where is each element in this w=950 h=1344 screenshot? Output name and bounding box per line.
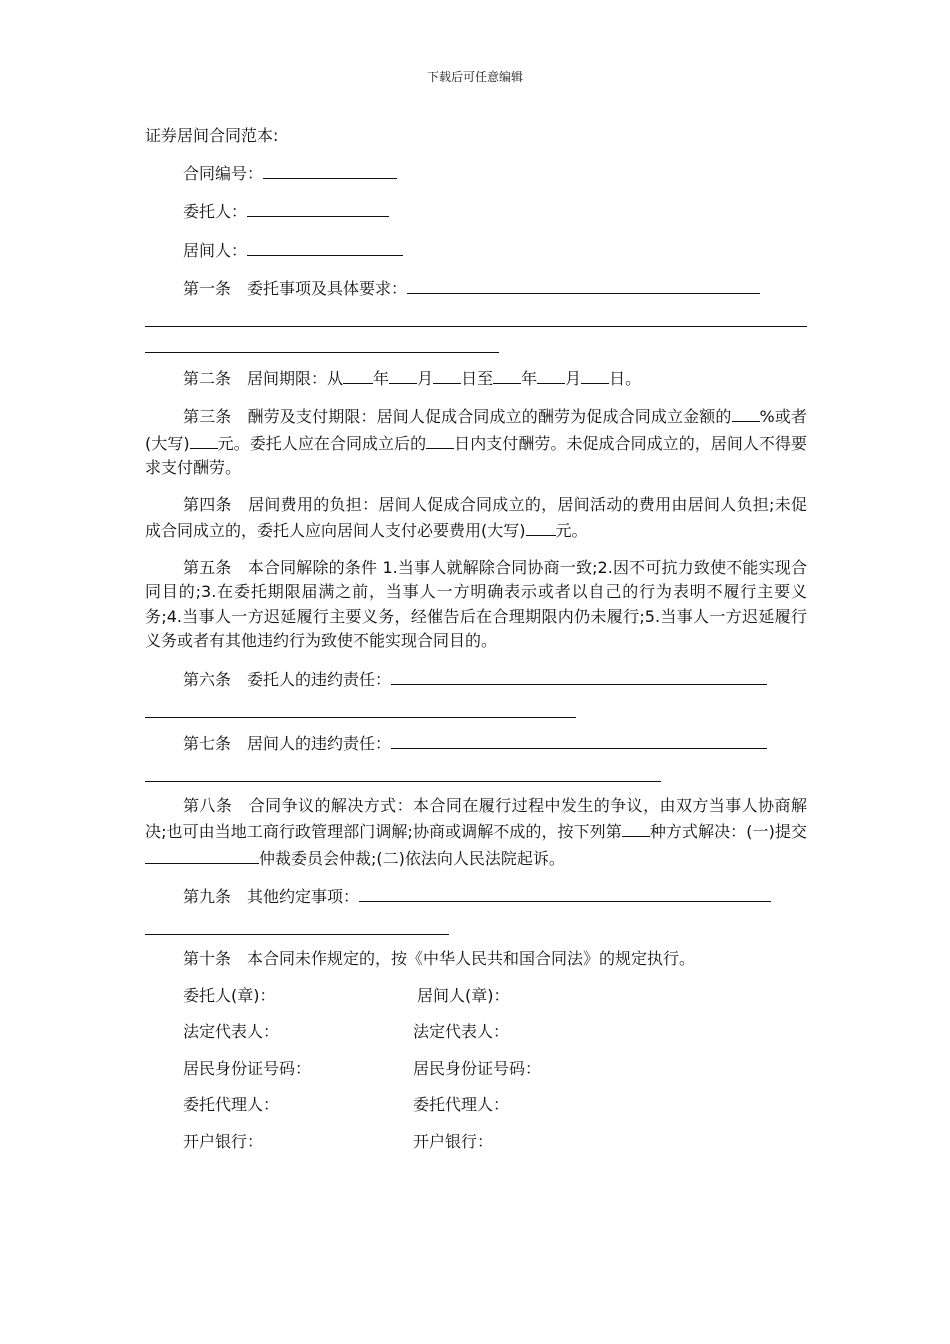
article-6 <box>145 666 807 718</box>
percent-blank[interactable] <box>732 403 760 422</box>
article-8-text-2: 种方式解决：(一)提交 <box>649 822 807 841</box>
article-2-pre: 居间期限：从 <box>247 368 344 388</box>
article-1-label: 第一条 <box>183 279 232 298</box>
article-1-line <box>145 275 807 302</box>
start-month-blank[interactable] <box>389 365 417 384</box>
days-blank[interactable] <box>426 430 454 449</box>
client-seal-label: 委托人(章)： <box>183 985 276 1005</box>
client-line <box>145 198 807 225</box>
signature-row-2 <box>145 1020 807 1045</box>
broker-id-label: 居民身份证号码： <box>413 1058 542 1078</box>
article-6-blank[interactable] <box>391 666 767 685</box>
article-1-blank-line-2[interactable] <box>145 302 807 328</box>
article-9-line <box>145 883 807 910</box>
client-agent-label: 委托代理人： <box>183 1095 280 1114</box>
article-9-text: 其他约定事项： <box>247 887 360 906</box>
amount-blank[interactable] <box>190 430 218 449</box>
client-id-label: 居民身份证号码： <box>183 1058 312 1078</box>
signature-row-1 <box>145 984 807 1009</box>
broker-blank[interactable] <box>247 237 403 256</box>
client-label: 委托人： <box>183 202 248 221</box>
article-10-text: 本合同未作规定的，按《中华人民共和国合同法》的规定执行。 <box>247 949 696 968</box>
article-7-label: 第七条 <box>183 733 232 753</box>
article-5 <box>145 556 807 654</box>
contract-no-label: 合同编号： <box>183 163 264 183</box>
broker-legal-rep-label: 法定代表人： <box>413 1022 510 1041</box>
article-6-blank-line-2[interactable] <box>145 692 576 718</box>
article-8-label: 第八条 <box>183 795 233 815</box>
broker-label: 居间人： <box>183 240 248 260</box>
article-6-text: 委托人的违约责任： <box>247 669 392 689</box>
contract-body <box>145 124 807 1166</box>
article-4-text-2: 元。 <box>555 521 588 540</box>
article-7-blank-line-2[interactable] <box>145 756 661 782</box>
end-year-blank[interactable] <box>493 365 521 384</box>
end-month-blank[interactable] <box>537 365 565 384</box>
month-label: 月 <box>417 368 434 388</box>
doc-title: 证券居间合同范本: <box>145 126 279 145</box>
article-8-text-1: 合同争议的解决方式：本合同在履行过程中发生的争议，由双方当事人协商解决;也可由当地工商行政管理部门调解;协商或调解不成的，按下列第 <box>145 795 807 841</box>
article-9-blank[interactable] <box>359 883 771 902</box>
month2-label: 月 <box>565 368 582 388</box>
broker-seal-label: 居间人(章)： <box>417 985 510 1005</box>
article-9 <box>145 883 807 935</box>
article-4 <box>145 493 807 544</box>
year-label: 年 <box>373 368 390 388</box>
article-7-blank[interactable] <box>391 730 767 749</box>
article-10-label: 第十条 <box>183 949 232 968</box>
signature-row-5 <box>145 1130 807 1155</box>
signature-row-4 <box>145 1093 807 1118</box>
day-to-label: 日至 <box>461 368 494 388</box>
article-3 <box>145 403 807 481</box>
year2-label: 年 <box>521 368 538 388</box>
article-1-blank-line-3[interactable] <box>145 327 499 353</box>
article-1-blank[interactable] <box>407 275 760 294</box>
article-3-text-1: 酬劳及支付期限：居间人促成合同成立的酬劳为促成合同成立金额的 <box>247 407 732 426</box>
article-2 <box>145 365 807 392</box>
client-legal-rep-label: 法定代表人： <box>183 1022 280 1041</box>
broker-line <box>145 237 807 264</box>
article-9-blank-line-2[interactable] <box>145 910 449 936</box>
article-7-line <box>145 730 807 757</box>
article-6-line <box>145 666 807 693</box>
arbitration-blank[interactable] <box>145 845 259 864</box>
article-5-label: 第五条 <box>183 557 232 577</box>
signature-row-3 <box>145 1057 807 1082</box>
contract-no-line <box>145 160 807 187</box>
header-note: 下载后可任意编辑 <box>426 70 523 84</box>
end-day-blank[interactable] <box>581 365 609 384</box>
article-3-text-4: 日内支付酬劳。未促成合同成立的，居间人不得要求支付酬劳。 <box>145 433 807 477</box>
broker-agent-label: 委托代理人： <box>413 1095 510 1114</box>
broker-bank-label: 开户银行： <box>413 1131 494 1151</box>
article-6-label: 第六条 <box>183 669 232 689</box>
article-7-text: 居间人的违约责任： <box>247 733 392 753</box>
expense-blank[interactable] <box>526 517 556 536</box>
contract-no-blank[interactable] <box>263 160 397 179</box>
client-blank[interactable] <box>247 198 389 217</box>
day-end-label: 日。 <box>609 368 642 388</box>
article-3-text-2: %或者(大写) <box>145 407 807 453</box>
article-5-text: 本合同解除的条件 1.当事人就解除合同协商一致;2.因不可抗力致使不能实现合同目的;3.在委托期限届满之前，当事人一方明确表示或者以自己的行为表明不履行主要义务;4.当事人一方迟延履行主要义务，经催告后在合理期限内仍未履行;5.当事人一方迟延履行义务或者有其他违约行为致使不能实现合同目的。 <box>145 557 807 650</box>
article-8 <box>145 794 807 872</box>
article-9-label: 第九条 <box>183 887 232 906</box>
article-3-text-3: 元。委托人应在合同成立后的 <box>217 433 427 453</box>
start-day-blank[interactable] <box>433 365 461 384</box>
article-2-label: 第二条 <box>183 368 232 388</box>
article-4-label: 第四条 <box>183 494 232 514</box>
start-year-blank[interactable] <box>343 365 373 384</box>
article-10 <box>145 947 807 972</box>
article-8-text-3: 仲裁委员会仲裁;(二)依法向人民法院起诉。 <box>259 848 565 868</box>
client-bank-label: 开户银行： <box>183 1131 264 1151</box>
article-1 <box>145 275 807 353</box>
article-1-text: 委托事项及具体要求： <box>247 279 408 298</box>
article-7 <box>145 730 807 782</box>
article-3-label: 第三条 <box>183 407 232 426</box>
method-blank[interactable] <box>622 818 650 837</box>
article-4-text-1: 居间费用的负担：居间人促成合同成立的，居间活动的费用由居间人负担;未促成合同成立的，委托人应向居间人支付必要费用(大写) <box>145 494 807 540</box>
